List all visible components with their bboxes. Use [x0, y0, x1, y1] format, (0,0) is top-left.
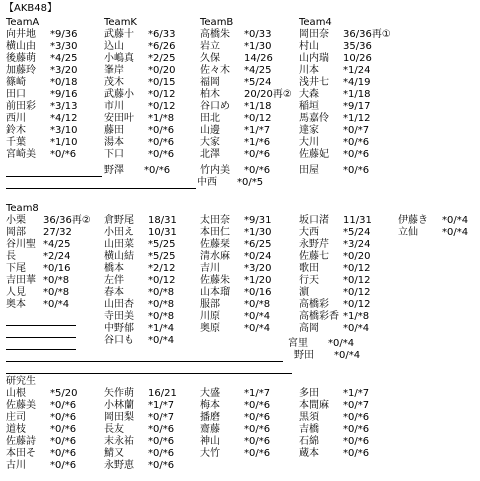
member-name: 小林蘭	[104, 400, 134, 411]
member-value: 27/32	[43, 227, 72, 238]
member-name: 石綿	[299, 436, 319, 447]
member-name: 永野芹	[299, 239, 329, 250]
member-value: *0/*6	[343, 448, 370, 459]
member-name: 向井地	[6, 29, 36, 40]
member-value: *1/10	[50, 137, 78, 148]
member-value: *0/*4	[244, 311, 271, 322]
member-value: *1/*8	[148, 113, 175, 124]
member-value: *0/*6	[244, 412, 271, 423]
member-name: 篠崎	[6, 77, 26, 88]
member-name: 藤田	[104, 125, 124, 136]
member-value: *0/12	[343, 299, 371, 310]
member-value: *0/20	[148, 65, 176, 76]
member-value: *0/12	[244, 113, 272, 124]
member-name: 神山	[200, 436, 220, 447]
member-value: *0/*6	[144, 165, 171, 176]
member-value: *0/*7	[343, 125, 370, 136]
member-name: 大盛	[200, 388, 220, 399]
member-value: *0/*6	[50, 149, 77, 160]
blank-line	[6, 177, 196, 189]
member-value: *0/*6	[50, 400, 77, 411]
member-value: *0/*8	[148, 287, 175, 298]
member-name: 高岡	[299, 323, 319, 334]
member-name: 鈴木	[6, 125, 26, 136]
member-name: 岡部	[6, 227, 26, 238]
member-name: 茂木	[104, 77, 124, 88]
blank-line	[6, 165, 102, 177]
member-name: 峯岸	[104, 65, 124, 76]
member-value: *0/12	[343, 263, 371, 274]
member-value: *1/30	[244, 227, 272, 238]
member-name: 播磨	[200, 412, 220, 423]
member-name: 黒須	[299, 412, 319, 423]
member-value: *0/*6	[50, 448, 77, 459]
member-value: *0/*4	[442, 227, 469, 238]
member-name: 奥本	[6, 299, 26, 310]
member-name: 齋藤	[200, 424, 220, 435]
member-value: 18/31	[148, 215, 177, 226]
member-value: 20/20再②	[244, 89, 292, 100]
member-value: *1/*7	[244, 388, 271, 399]
member-name: 庄司	[6, 412, 26, 423]
member-value: *0/*6	[244, 448, 271, 459]
member-value: *4/12	[50, 113, 78, 124]
member-value: *0/*6	[50, 424, 77, 435]
member-name: 野澤	[104, 165, 124, 176]
member-value: 14/26	[244, 53, 273, 64]
member-value: *1/*7	[343, 388, 370, 399]
member-value: *2/24	[43, 251, 71, 262]
member-name: 山田杏	[104, 299, 134, 310]
member-name: 山根	[6, 388, 26, 399]
member-value: *5/25	[148, 239, 176, 250]
member-value: *1/*7	[148, 400, 175, 411]
member-name: 岩立	[200, 41, 220, 52]
member-value: *0/*7	[343, 400, 370, 411]
member-name: 宮崎美	[6, 149, 36, 160]
member-value: *1/12	[343, 113, 371, 124]
member-name: 山邊	[200, 125, 220, 136]
member-name: 福岡	[200, 77, 220, 88]
member-value: 36/36再②	[43, 215, 91, 226]
member-name: 横山由	[6, 41, 36, 52]
member-value: *3/13	[50, 101, 78, 112]
member-name: 柏木	[200, 89, 220, 100]
member-value: *6/25	[244, 239, 272, 250]
member-name: 吉橋	[299, 424, 319, 435]
member-value: *4/19	[343, 77, 371, 88]
member-name: 中野郁	[104, 323, 134, 334]
blank-line	[6, 314, 76, 326]
member-value: *1/30	[244, 41, 272, 52]
member-name: 山内瑞	[299, 53, 329, 64]
member-name: 横山結	[104, 251, 134, 262]
member-name: 前田彩	[6, 101, 36, 112]
member-value: *6/33	[148, 29, 176, 40]
member-value: *0/*6	[148, 460, 175, 471]
member-value: *0/*6	[244, 149, 271, 160]
team-4-header: Team4	[299, 17, 332, 28]
member-name: 込山	[104, 41, 124, 52]
member-value: *4/25	[43, 239, 71, 250]
member-value: *4/25	[244, 65, 272, 76]
member-value: *1/*4	[148, 323, 175, 334]
team-b-header: TeamB	[200, 17, 234, 28]
member-name: 古川	[6, 460, 26, 471]
member-name: 長	[6, 251, 16, 262]
member-name: 人見	[6, 287, 26, 298]
member-name: 小嶋真	[104, 53, 134, 64]
member-value: *0/15	[148, 77, 176, 88]
member-value: *3/30	[50, 41, 78, 52]
team-8-header: Team8	[6, 203, 39, 214]
member-name: 本間麻	[299, 400, 329, 411]
member-name: 吉川	[200, 263, 220, 274]
member-name: 佐々木	[200, 65, 230, 76]
member-name: 大家	[200, 137, 220, 148]
member-name: 谷口も	[104, 335, 134, 346]
member-name: 谷川聖	[6, 239, 36, 250]
member-name: 梅本	[200, 400, 220, 411]
member-value: *1/18	[343, 89, 371, 100]
member-value: *0/12	[343, 287, 371, 298]
member-name: 行天	[299, 275, 319, 286]
member-name: 清水麻	[200, 251, 230, 262]
member-name: 久保	[200, 53, 220, 64]
member-name: 武藤小	[104, 89, 134, 100]
member-name: 野田	[294, 350, 314, 361]
blank-line	[6, 362, 292, 374]
member-name: 馬嘉伶	[299, 113, 329, 124]
member-name: 西川	[6, 113, 26, 124]
member-value: *0/*6	[244, 400, 271, 411]
member-value: *0/*4	[43, 299, 70, 310]
team-a-header: TeamA	[6, 17, 40, 28]
member-name: 歌田	[299, 263, 319, 274]
member-name: 長友	[104, 424, 124, 435]
member-value: *5/24	[343, 227, 371, 238]
member-name: 高橋彩	[299, 299, 329, 310]
member-name: 湯本	[104, 137, 124, 148]
member-name: 大竹	[200, 448, 220, 459]
member-value: *0/*7	[148, 412, 175, 423]
member-name: 左伴	[104, 275, 124, 286]
member-name: 浅井七	[299, 77, 329, 88]
member-value: *0/*6	[50, 412, 77, 423]
member-name: 吉田華	[6, 275, 36, 286]
member-value: *0/*6	[343, 149, 370, 160]
member-value: *0/*6	[343, 165, 370, 176]
member-value: *0/*6	[50, 436, 77, 447]
member-value: *1/20	[244, 275, 272, 286]
member-name: 田北	[200, 113, 220, 124]
member-value: *1/24	[343, 65, 371, 76]
member-value: *0/20	[343, 251, 371, 262]
kenkyusei-header: 研究生	[6, 376, 36, 387]
member-name: 下口	[104, 149, 124, 160]
member-value: *0/*6	[148, 137, 175, 148]
member-value: *0/33	[244, 29, 272, 40]
member-name: 下尾	[6, 263, 26, 274]
member-value: *0/*5	[237, 177, 264, 188]
member-name: 田口	[6, 89, 26, 100]
member-name: 達家	[299, 125, 319, 136]
member-value: *0/*8	[43, 275, 70, 286]
member-value: *4/25	[50, 53, 78, 64]
member-value: *1/*7	[244, 125, 271, 136]
member-name: 道枝	[6, 424, 26, 435]
member-name: 永野恵	[104, 460, 134, 471]
member-value: *0/*8	[148, 311, 175, 322]
team-k-header: TeamK	[104, 17, 137, 28]
member-name: 村山	[299, 41, 319, 52]
member-name: 佐藤七	[299, 251, 329, 262]
member-value: *0/*6	[148, 125, 175, 136]
member-value: *3/10	[50, 125, 78, 136]
member-value: *0/*6	[343, 436, 370, 447]
member-name: 倉野尾	[104, 215, 134, 226]
member-name: 安田叶	[104, 113, 134, 124]
member-name: 小田え	[104, 227, 134, 238]
member-value: *0/12	[343, 275, 371, 286]
member-name: 加藤玲	[6, 65, 36, 76]
member-value: *9/17	[343, 101, 371, 112]
member-name: 坂口渚	[299, 215, 329, 226]
member-name: 川本	[299, 65, 319, 76]
member-value: *0/*4	[442, 215, 469, 226]
member-name: 小栗	[6, 215, 26, 226]
member-value: 36/36再①	[343, 29, 391, 40]
member-name: 市川	[104, 101, 124, 112]
member-name: 本田そ	[6, 448, 36, 459]
member-name: 橋本	[104, 263, 124, 274]
member-value: *0/*8	[148, 299, 175, 310]
blank-line	[6, 350, 283, 362]
member-name: 佐藤美	[6, 400, 36, 411]
member-name: 宮里	[288, 338, 308, 349]
member-name: 高橋朱	[200, 29, 230, 40]
member-name: 谷口め	[200, 101, 230, 112]
member-value: *0/*6	[343, 137, 370, 148]
member-value: *3/20	[244, 263, 272, 274]
member-name: 佐藤栞	[200, 239, 230, 250]
member-value: *0/*4	[334, 350, 361, 361]
member-name: 蔵本	[299, 448, 319, 459]
member-value: *5/25	[148, 251, 176, 262]
member-name: 川原	[200, 311, 220, 322]
member-name: 立仙	[398, 227, 418, 238]
member-name: 大西	[299, 227, 319, 238]
member-value: *3/20	[50, 65, 78, 76]
member-value: *0/*6	[244, 165, 271, 176]
member-value: *0/16	[244, 287, 272, 298]
member-name: 佐藤妃	[299, 149, 329, 160]
member-value: 35/36	[343, 41, 372, 52]
member-value: *0/*6	[343, 412, 370, 423]
member-value: *0/*6	[244, 436, 271, 447]
member-value: *6/26	[148, 41, 176, 52]
member-name: 大森	[299, 89, 319, 100]
member-name: 春本	[104, 287, 124, 298]
member-name: 寺田美	[104, 311, 134, 322]
member-name: 濵	[299, 287, 309, 298]
member-name: 鯖又	[104, 448, 124, 459]
member-value: *0/18	[50, 77, 78, 88]
member-name: 千葉	[6, 137, 26, 148]
member-name: 田屋	[299, 165, 319, 176]
member-value: *0/*4	[244, 323, 271, 334]
member-name: 岡田梨	[104, 412, 134, 423]
member-value: 16/21	[148, 388, 177, 399]
member-name: 高橋彩香	[299, 311, 339, 322]
member-value: *0/*4	[343, 323, 370, 334]
member-value: *0/*6	[343, 424, 370, 435]
member-name: 大川	[299, 137, 319, 148]
blank-line	[6, 338, 76, 350]
member-name: 北澤	[200, 149, 220, 160]
document-title: 【AKB48】	[4, 3, 57, 14]
member-name: 奥原	[200, 323, 220, 334]
member-value: *0/*6	[148, 436, 175, 447]
member-value: *0/*6	[148, 424, 175, 435]
member-name: 太田奈	[200, 215, 230, 226]
member-value: *9/36	[50, 29, 78, 40]
member-value: *5/20	[50, 388, 78, 399]
member-value: *1/*8	[343, 311, 370, 322]
member-value: 10/31	[148, 227, 177, 238]
member-name: 末永祐	[104, 436, 134, 447]
member-name: 服部	[200, 299, 220, 310]
member-name: 稲垣	[299, 101, 319, 112]
member-value: *0/*6	[148, 149, 175, 160]
member-value: *3/24	[343, 239, 371, 250]
member-value: *1/*6	[244, 137, 271, 148]
member-value: *0/*6	[148, 448, 175, 459]
member-name: 後藤萌	[6, 53, 36, 64]
member-name: 佐藤朱	[200, 275, 230, 286]
member-value: *0/*8	[43, 287, 70, 298]
member-name: 矢作萌	[104, 388, 134, 399]
member-value: *0/12	[148, 89, 176, 100]
member-value: *9/31	[244, 215, 272, 226]
member-name: 本田仁	[200, 227, 230, 238]
member-value: *9/16	[50, 89, 78, 100]
member-value: *0/*6	[50, 460, 77, 471]
member-value: *0/12	[148, 275, 176, 286]
member-name: 山本瑠	[200, 287, 230, 298]
member-value: *0/*8	[244, 299, 271, 310]
member-name: 山田菜	[104, 239, 134, 250]
member-value: *0/24	[244, 251, 272, 262]
member-name: 岡田奈	[299, 29, 329, 40]
member-value: *0/12	[148, 101, 176, 112]
member-value: *0/*4	[148, 335, 175, 346]
member-name: 伊藤き	[398, 215, 428, 226]
member-value: 11/31	[343, 215, 372, 226]
member-value: *2/25	[148, 53, 176, 64]
member-name: 中西	[197, 177, 217, 188]
member-name: 佐藤詩	[6, 436, 36, 447]
member-value: *2/12	[148, 263, 176, 274]
member-value: *0/*6	[244, 424, 271, 435]
member-name: 多田	[299, 388, 319, 399]
member-value: *1/18	[244, 101, 272, 112]
member-name: 武藤十	[104, 29, 134, 40]
member-value: *0/*4	[328, 338, 355, 349]
member-value: 10/26	[343, 53, 372, 64]
member-value: *5/24	[244, 77, 272, 88]
blank-line	[6, 326, 76, 338]
member-value: *0/16	[43, 263, 71, 274]
member-name: 竹内美	[200, 165, 230, 176]
